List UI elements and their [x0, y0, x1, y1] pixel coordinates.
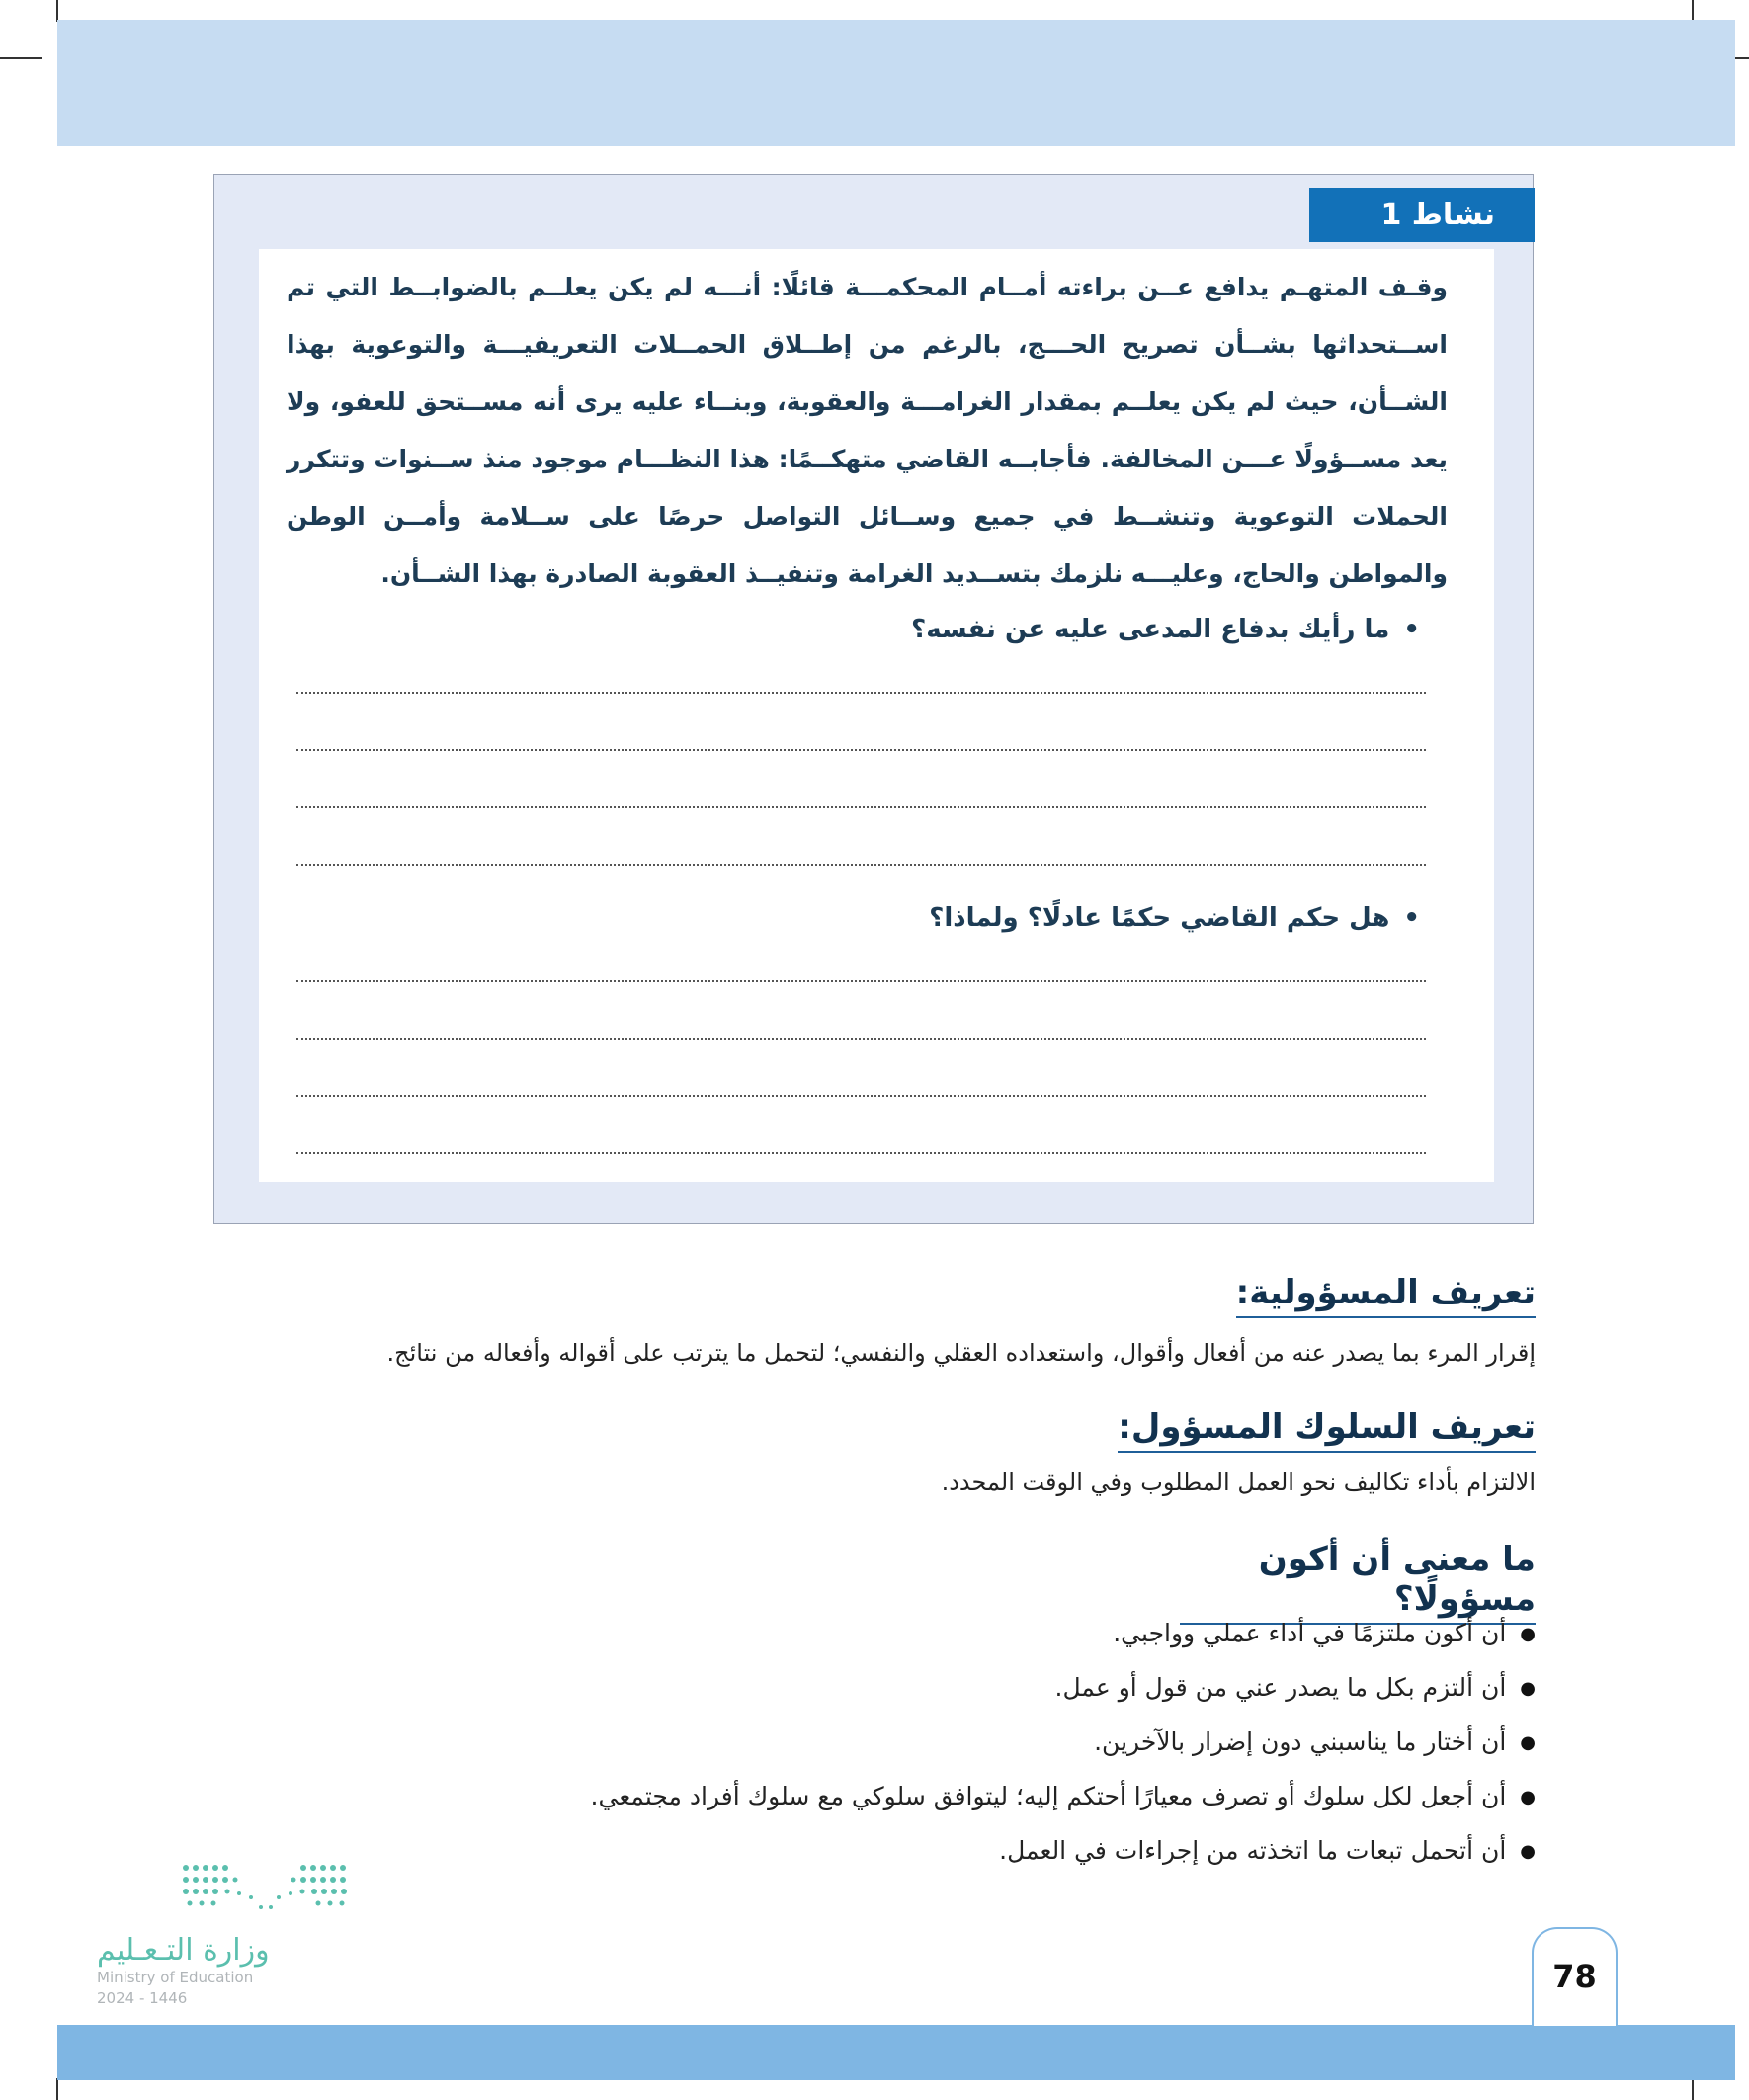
responsibility-definition: إقرار المرء بما يصدر عنه من أفعال وأقوال، واستعداده العقلي والنفسي؛ لتحمل ما يترتب على أقواله وأفعاله من نتائج. [386, 1339, 1536, 1367]
crop-mark [56, 0, 58, 22]
activity-title: نشاط 1 [1309, 188, 1535, 242]
answer-line[interactable] [296, 749, 1426, 751]
bullet-icon: • [1403, 903, 1420, 933]
activity-question-1 [911, 615, 1420, 644]
answer-line[interactable] [296, 1095, 1426, 1097]
crop-mark [56, 2078, 58, 2100]
responsible-behavior-heading: تعريف السلوك المسؤول: [1118, 1407, 1536, 1453]
list-item: ● أن أجعل لكل سلوك أو تصرف معيارًا أحتكم إليه؛ ليتوافق سلوكي مع سلوك أفراد مجتمعي. [591, 1770, 1536, 1824]
activity-case-text: وقـف المتهـم يدافع عــن براءته أمــام المحكمـــة قائلًا: أنـــه لم يكن يعلــم بالضوابــط التي تم اســتحداثها بشــأن تصريح الحـــج، بالرغم من إطــلاق الحمــلات التعريفيـــة والتوعوية بهذا الشــأن، حيث لم يكن يعلــم بمقدار الغرامـــة والعقوبة، وبنــاء عليه يرى أنه مســتحق للعفو، ولا يعد مســؤولًا عـــن المخالفة. فأجابــه القاضي متهكــمًا: هذا النظـــام موجود منذ ســنوات وتتكرر الحملات التوعوية وتنشــط في جميع وســائل التواصل حرصًا على ســلامة وأمــن الوطن والمواطن والحاج، وعليـــه نلزمك بتســديد الغرامة وتنفيــذ العقوبة الصادرة بهذا الشــأن. [287, 273, 1448, 588]
ministry-logo-icon [180, 1862, 353, 1917]
answer-line[interactable] [296, 1152, 1426, 1154]
meaning-list [591, 1607, 1536, 1879]
answer-line[interactable] [296, 806, 1426, 808]
bullet-icon: • [1403, 615, 1420, 644]
answer-line[interactable] [296, 980, 1426, 982]
responsible-behavior-definition: الالتزام بأداء تكاليف نحو العمل المطلوب وفي الوقت المحدد. [941, 1469, 1536, 1496]
crop-mark [1692, 0, 1694, 22]
list-item: ● أن أختار ما يناسبني دون إضرار بالآخرين. [591, 1716, 1536, 1770]
question-text: هل حكم القاضي حكمًا عادلًا؟ ولماذا؟ [929, 903, 1390, 933]
page-number: 78 [1532, 1927, 1618, 2026]
list-item: ● أن أتحمل تبعات ما اتخذته من إجراءات في العمل. [591, 1824, 1536, 1879]
list-item: ● أن ألتزم بكل ما يصدر عني من قول أو عمل. [591, 1661, 1536, 1716]
crop-mark [0, 57, 42, 59]
edition-year: 2024 - 1446 [97, 1989, 188, 2007]
footer-band [57, 2025, 1735, 2080]
answer-line[interactable] [296, 1038, 1426, 1040]
answer-line[interactable] [296, 692, 1426, 694]
ministry-name-english: Ministry of Education [97, 1969, 254, 1986]
activity-question-2 [929, 903, 1420, 933]
question-text: ما رأيك بدفاع المدعى عليه عن نفسه؟ [911, 615, 1390, 644]
ministry-name-arabic: وزارة التـعـليم [97, 1933, 270, 1968]
responsibility-heading: تعريف المسؤولية: [1236, 1273, 1536, 1318]
list-item: ● أن أكون ملتزمًا في أداء عملي وواجبي. [591, 1607, 1536, 1661]
header-band [57, 20, 1735, 146]
crop-mark [1692, 2078, 1694, 2100]
answer-line[interactable] [296, 864, 1426, 866]
meaning-heading: ما معنى أن أكون مسؤولًا؟ [1180, 1540, 1536, 1625]
